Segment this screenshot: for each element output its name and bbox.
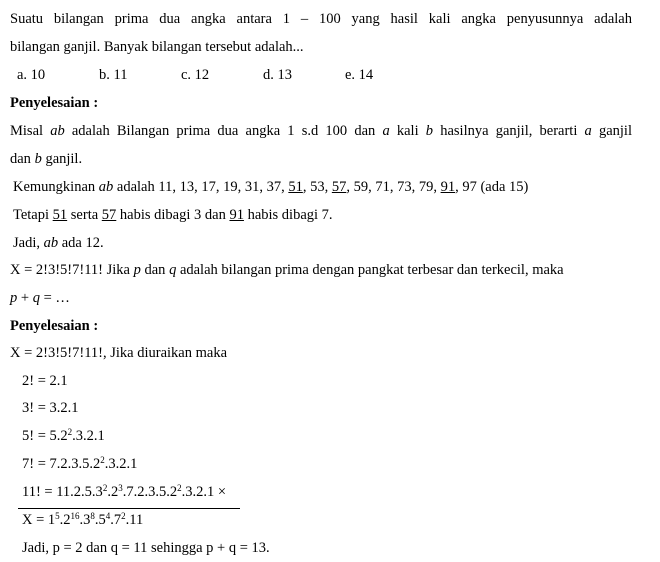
solution-1-answer: Jadi, ab ada 12. [13,235,104,251]
solution-2-conclusion: Jadi, p = 2 dan q = 11 sehingga p + q = 13. [22,540,270,556]
solution-1-heading: Penyelesaian : [10,95,99,111]
solution-1-misal-line-1: Misal ab adalah Bilangan prima dua angka 1 s.d 100 dan a kali b hasilnya ganjil, berarti a ganjil [10,123,632,139]
sum-divider-line [18,508,240,509]
factorial-2: 2! = 2.1 [22,373,68,389]
question-1-line-1: Suatu bilangan prima dua angka antara 1 – 100 yang hasil kali angka penyusunnya adalah [10,11,632,27]
factorial-7: 7! = $7.2.3.5.2^2.3.2.1$ [22,455,138,472]
solution-2-intro: X = 2!3!5!7!11!, Jika diuraikan maka [10,345,228,361]
x-product-result: $X = 1^5.2^{16}.3^8.5^4.7^2.11$ [22,511,144,528]
option-d: d. 13 [263,67,292,83]
option-c: c. 12 [181,67,210,83]
question-1-line-2: bilangan ganjil. Banyak bilangan tersebut adalah... [10,39,304,55]
solution-1-misal-line-2: dan b ganjil. [10,151,83,167]
option-a: a. 10 [17,67,46,83]
question-2-line-2: p + q = … [10,290,70,306]
factorial-11: 11! = $11.2.5.3^2.2^3.7.2.3.5.2^2.3.2.1$ × [22,483,226,500]
factorial-3: 3! = 3.2.1 [22,400,79,416]
solution-2-heading: Penyelesaian : [10,318,99,334]
option-e: e. 14 [345,67,374,83]
factorial-5: 5! = $5.2^2.3.2.1$ [22,427,105,444]
option-b: b. 11 [99,67,128,83]
question-2-line-1: X = 2!3!5!7!11! Jika p dan q adalah bilangan prima dengan pangkat terbesar dan terkecil, maka [10,262,564,278]
solution-1-possibilities: Kemungkinan ab adalah 11, 13, 17, 19, 31, 37, 51, 53, 57, 59, 71, 73, 79, 91, 97 (ada 15) [13,179,529,195]
solution-1-exclusions: Tetapi 51 serta 57 habis dibagi 3 dan 91 habis dibagi 7. [13,207,333,223]
